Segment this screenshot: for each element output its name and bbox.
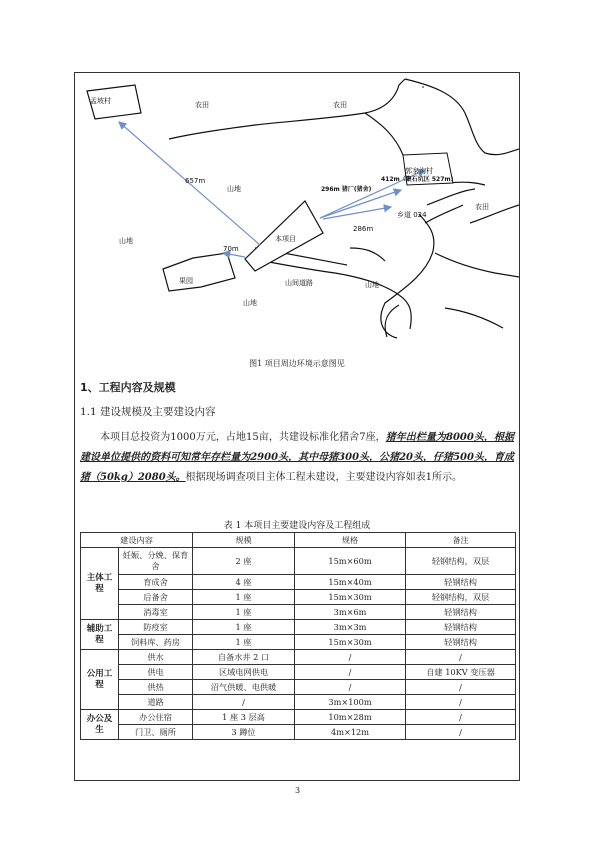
table-cell: 4m×12m — [295, 725, 406, 740]
page-number: 3 — [294, 786, 301, 795]
arrow-to-farm — [320, 190, 401, 218]
table-cell: 15m×30m — [295, 590, 406, 605]
table-cell: / — [406, 710, 516, 725]
table-row — [81, 665, 516, 680]
label-road2: 山间道路 — [285, 279, 313, 287]
table-cell: 供水 — [119, 650, 193, 665]
map-dot — [422, 86, 424, 88]
label-farm3: 农田 — [475, 203, 489, 211]
table-row — [81, 650, 516, 665]
table-cell: 1 座 — [193, 590, 295, 605]
table-cell: 轻钢结构 — [406, 605, 516, 620]
table-cell: 15m×40m — [295, 575, 406, 590]
boundary-line — [385, 305, 399, 337]
table-row — [81, 710, 516, 725]
boundary-line — [169, 79, 405, 139]
table-header-row — [81, 533, 516, 548]
table-cell: 门卫、厕所 — [119, 725, 193, 740]
table-cell: / — [295, 680, 406, 695]
construction-table — [80, 532, 516, 740]
boundary-line — [425, 205, 463, 223]
table-row — [81, 725, 516, 740]
table-cell: 10m×28m — [295, 710, 406, 725]
label-village1: 孟坡村 — [90, 97, 111, 105]
table-cell: 1 座 — [193, 605, 295, 620]
table-cell: 15m×60m — [295, 548, 406, 575]
table-cell: 饲料库、药房 — [119, 635, 193, 650]
label-road1: 乡道 024 — [397, 211, 427, 219]
category-cell: 公用工程 — [81, 650, 119, 710]
site-map — [75, 73, 519, 355]
table-row — [81, 680, 516, 695]
table-cell: / — [406, 695, 516, 710]
label-dist3: 657m — [185, 177, 206, 185]
category-cell: 主体工程 — [81, 548, 119, 620]
label-orchard: 果园 — [179, 277, 193, 285]
category-cell: 办公及生 — [81, 710, 119, 740]
table-cell: 自备水井 2 口 — [193, 650, 295, 665]
subsection-title: 1.1 建设规模及主要建设内容 — [80, 406, 216, 418]
table-cell: 道路 — [119, 695, 193, 710]
label-dist4: 286m — [353, 225, 374, 233]
table-cell: 1 座 — [193, 635, 295, 650]
label-mountain1: 山地 — [227, 185, 241, 193]
table-cell: 办公住宿 — [119, 710, 193, 725]
table-cell: / — [406, 725, 516, 740]
table-cell: 防疫室 — [119, 620, 193, 635]
header-content: 建设内容 — [81, 533, 193, 548]
paragraph-part1: 本项目总投资为1000万元，占地15亩，共建设标准化猪舍7座， — [100, 432, 386, 443]
orchard-polygon — [163, 253, 235, 291]
label-mountain3: 山地 — [243, 299, 257, 307]
table-cell: 供电 — [119, 665, 193, 680]
table-caption: 表 1 本项目主要建设内容及工程组成 — [223, 521, 371, 531]
table-row — [81, 575, 516, 590]
table-row — [81, 695, 516, 710]
paragraph-highlight: 猪年出栏量为8000头，根据建设单位提供的资料可知常年存栏量为2900头，其中母猪300头，公猪20头，仔猪500头，育成猪（50kg）2080头。 — [80, 432, 514, 483]
table-cell: 消毒室 — [119, 605, 193, 620]
paragraph-part3: 根据现场调查项目主体工程未建设，主要建设内容如表1所示。 — [185, 472, 463, 483]
label-farm1: 农田 — [195, 101, 209, 109]
category-cell: 辅助工程 — [81, 620, 119, 650]
table-cell: 1 座 — [193, 620, 295, 635]
table-cell: 轻钢结构，双层 — [406, 548, 516, 575]
table-cell: 3m×3m — [295, 620, 406, 635]
table-cell: 4 座 — [193, 575, 295, 590]
boundary-line — [405, 79, 519, 155]
table-row — [81, 590, 516, 605]
table-cell: 轻钢结构，双层 — [406, 590, 516, 605]
table-cell: 供热 — [119, 680, 193, 695]
table-cell: 2 座 — [193, 548, 295, 575]
table-cell: 后备舍 — [119, 590, 193, 605]
body-paragraph — [80, 428, 514, 488]
table-cell: 自建 10KV 变压器 — [406, 665, 516, 680]
table-cell: 育成舍 — [119, 575, 193, 590]
boundary-line — [435, 253, 519, 277]
header-remark: 备注 — [406, 533, 516, 548]
table-row — [81, 605, 516, 620]
boundary-line — [350, 248, 385, 261]
table-cell: 轻钢结构 — [406, 575, 516, 590]
table-cell: / — [406, 680, 516, 695]
boundary-line — [427, 189, 475, 205]
table-cell: 沼气供暖、电供暖 — [193, 680, 295, 695]
label-farm2: 农田 — [333, 101, 347, 109]
table-cell: 3 蹲位 — [193, 725, 295, 740]
table-row — [81, 620, 516, 635]
table-cell: / — [295, 650, 406, 665]
table-cell: 3m×6m — [295, 605, 406, 620]
header-spec: 规格 — [295, 533, 406, 548]
table-cell: / — [193, 695, 295, 710]
label-dist1: 412m（聚石坑区 527m） — [381, 176, 457, 183]
table-cell: 区域电网供电 — [193, 665, 295, 680]
label-project: 本项目 — [275, 235, 296, 243]
boundary-line — [381, 214, 434, 338]
label-mountain2: 山地 — [119, 237, 133, 245]
table-cell: 轻钢结构 — [406, 635, 516, 650]
table-row — [81, 548, 516, 575]
table-cell: / — [406, 650, 516, 665]
header-scale: 规模 — [193, 533, 295, 548]
table-cell: 妊娠、分娩、保育舍 — [119, 548, 193, 575]
table-cell: / — [295, 665, 406, 680]
label-village2: 郭家沟村 — [405, 167, 433, 175]
boundary-line — [445, 308, 503, 328]
table-cell: 3m×100m — [295, 695, 406, 710]
section-title: 1、工程内容及规模 — [80, 381, 176, 394]
label-dist5: 70m — [223, 245, 239, 253]
table-cell: 1 座 3 层高 — [193, 710, 295, 725]
figure-caption: 图1 项目周边环境示意图见 — [249, 359, 345, 368]
label-mountain4: 山地 — [365, 281, 379, 289]
label-dist2: 296m 猪厂(猪舍) — [321, 186, 372, 193]
table-row — [81, 635, 516, 650]
table-cell: 轻钢结构 — [406, 620, 516, 635]
table-cell: 15m×30m — [295, 635, 406, 650]
